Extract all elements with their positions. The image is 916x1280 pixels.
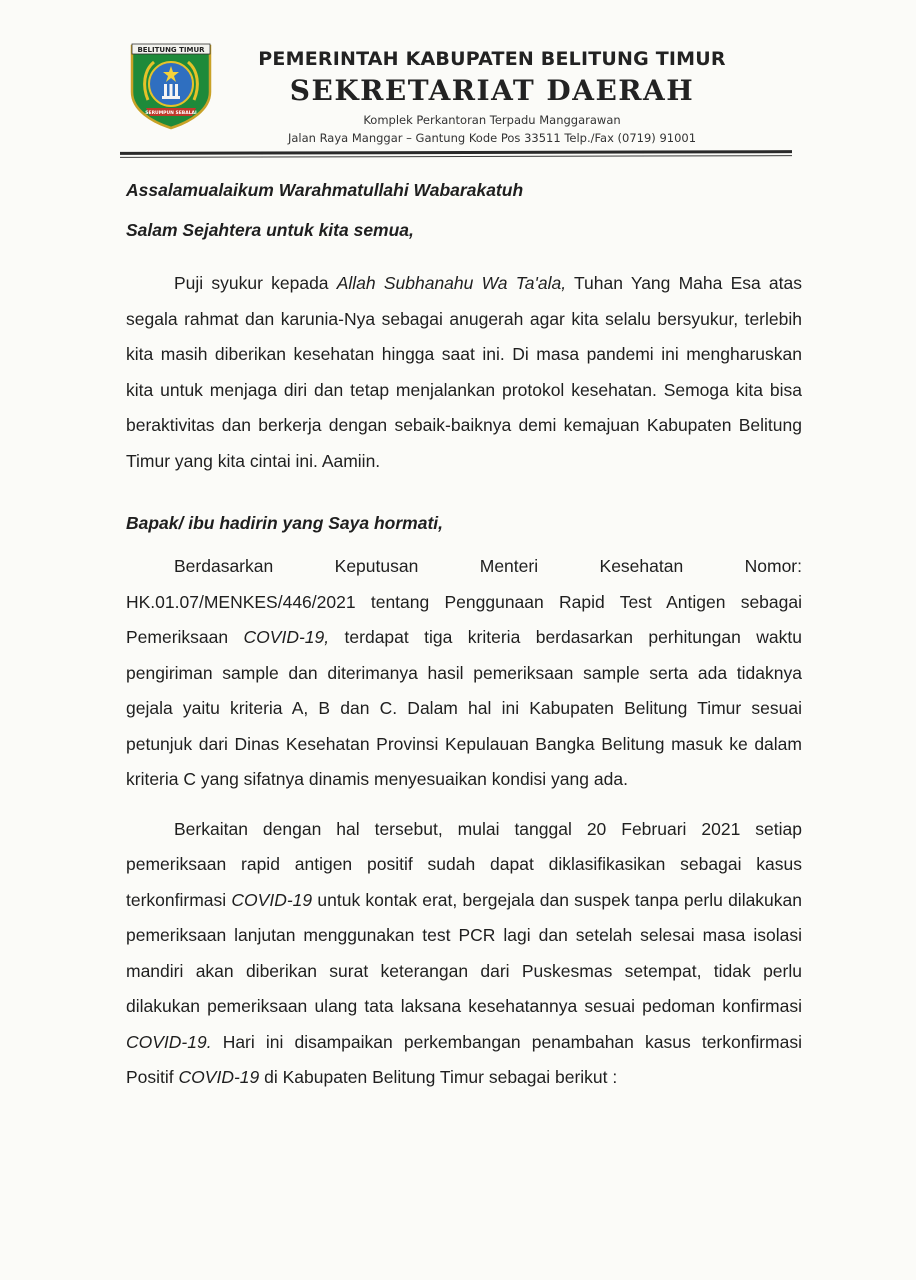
regency-emblem-logo — [128, 40, 214, 130]
text-span-italic: COVID-19. — [126, 1031, 212, 1052]
text-span: untuk kontak erat, bergejala dan suspek tanpa perlu dilakukan pemeriksaan lanjutan menggunakan test PCR lagi dan setelah selesai masa isolasi mandiri akan diberikan surat keterangan dari Puskesmas setempat, tidak perlu dilakukan pemeriksaan ulang tata laksana kesehatannya sesuai pedoman konfirmasi — [126, 889, 803, 1016]
text-span: Puji syukur kepada — [174, 273, 337, 293]
letterhead-divider-thick — [120, 150, 792, 155]
greeting-wellwish: Salam Sejahtera untuk kita semua, — [126, 220, 414, 240]
text-span-italic: COVID-19, — [243, 627, 330, 647]
greeting-salutation: Assalamualaikum Warahmatullahi Wabarakatuh — [126, 180, 524, 200]
svg-text:BELITUNG TIMUR: BELITUNG TIMUR — [137, 46, 205, 54]
text-span-italic: COVID-19 — [231, 889, 313, 910]
text-span: di Kabupaten Belitung Timur sebagai berikut : — [259, 1067, 618, 1087]
text-span: Berdasarkan Keputusan Menteri Kesehatan Nomor: HK.01.07/MENKES/446/2021 tentang Penggunaan Rapid Test Antigen sebagai Pemeriksaan — [126, 556, 802, 647]
text-span: Berkaitan dengan hal tersebut, mulai tanggal 20 Februari 2021 setiap pemeriksaan rapid antigen positif sudah dapat diklasifikasikan sebagai kasus terkonfirmasi — [126, 818, 802, 910]
letter-body — [126, 176, 802, 1096]
letterhead-office-name: SEKRETARIAT DAERAH — [289, 74, 695, 107]
letterhead-government-name: PEMERINTAH KABUPATEN BELITUNG TIMUR — [258, 48, 726, 70]
text-span: Hari ini disampaikan perkembangan penambahan kasus terkonfirmasi Positif — [126, 1031, 802, 1087]
paragraph-decree — [126, 549, 802, 798]
text-span-italic: Allah Subhanahu Wa Ta'ala, — [336, 273, 567, 293]
letterhead-complex: Komplek Perkantoran Terpadu Manggarawan — [363, 113, 621, 127]
text-span-italic: COVID-19 — [178, 1067, 260, 1087]
text-span: Tuhan Yang Maha Esa atas segala rahmat dan karunia-Nya sebagai anugerah agar kita selalu bersyukur, terlebih kita masih diberikan kesehatan hingga saat ini. Di masa pandemi ini mengharuskan kita untuk menjaga diri dan tetap menjalankan protokol kesehatan. Semoga kita bisa beraktivitas dan berkerja dengan sebaik-baiknya demi kemajuan Kabupaten Belitung Timur yang kita cintai ini. Aamiin. — [126, 273, 802, 471]
paragraph-classification — [126, 812, 802, 1096]
paragraph-opening — [126, 266, 802, 479]
text-span: terdapat tiga kriteria berdasarkan perhitungan waktu pengiriman sample dan diterimanya hasil pemeriksaan sample serta ada tidaknya gejala yaitu kriteria A, B dan C. Dalam hal ini Kabupaten Belitung Timur sesuai petunjuk dari Dinas Kesehatan Provinsi Kepulauan Bangka Belitung masuk ke dalam kriteria C yang sifatnya dinamis menyesuaikan kondisi yang ada. — [126, 627, 802, 789]
letterhead-address: Jalan Raya Manggar – Gantung Kode Pos 33511 Telp./Fax (0719) 91001 — [287, 131, 697, 145]
svg-text:SERUMPUN SEBALAI: SERUMPUN SEBALAI — [145, 111, 197, 116]
letterhead-divider-thin — [120, 155, 792, 158]
greeting-audience: Bapak/ ibu hadirin yang Saya hormati, — [126, 513, 444, 533]
